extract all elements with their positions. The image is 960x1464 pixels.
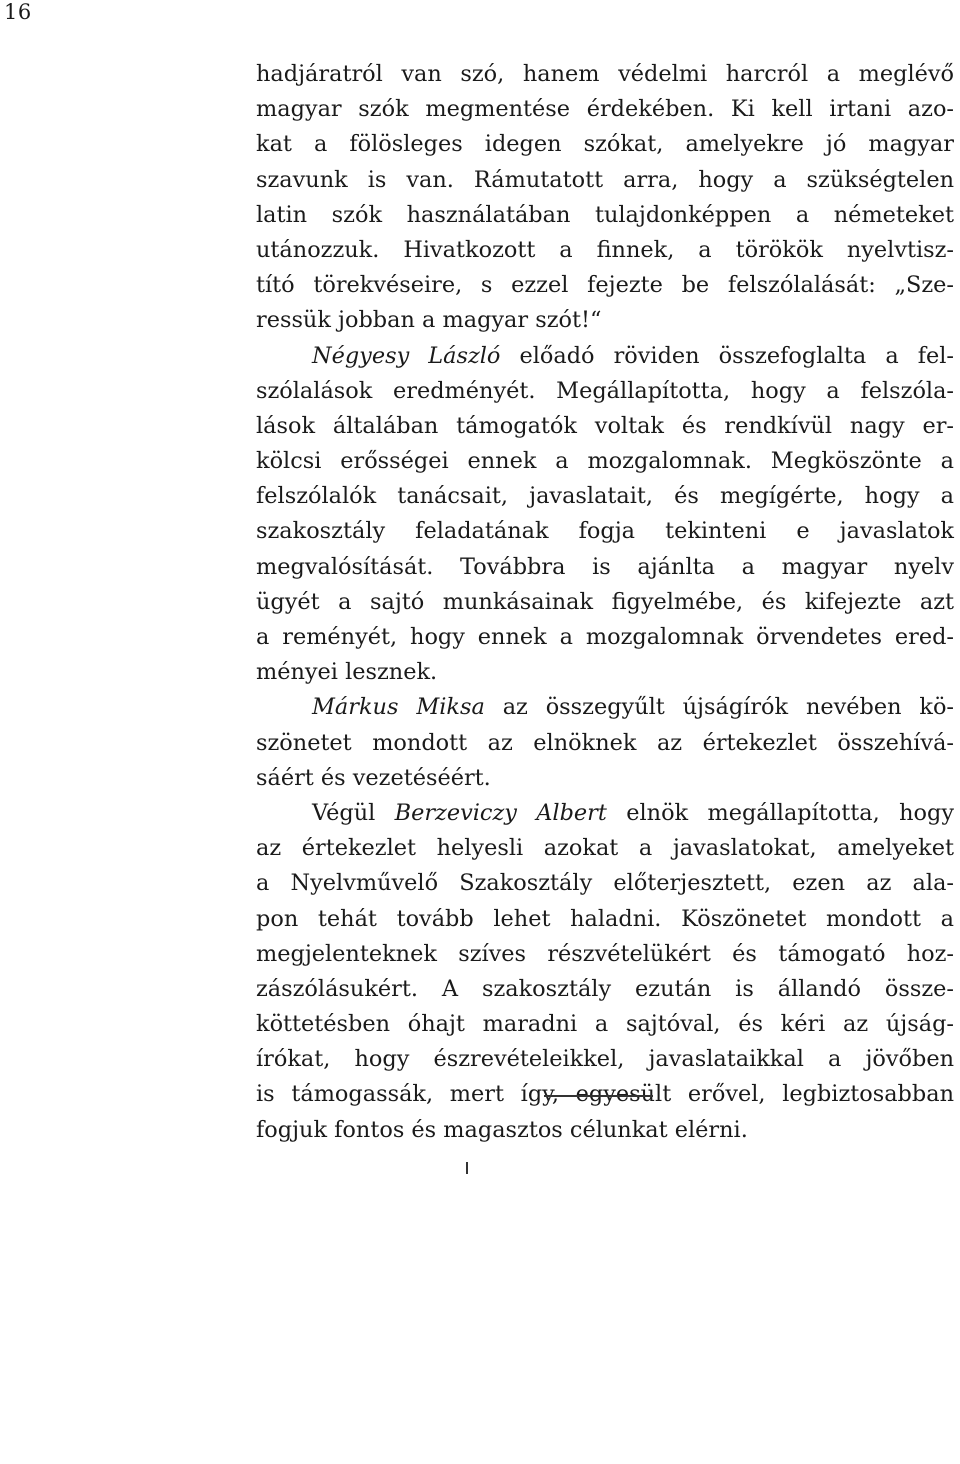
text-line: utánozzuk. Hivatkozott a finnek, a törökök nyelvtisz- bbox=[256, 236, 954, 263]
print-speck bbox=[466, 1162, 468, 1174]
text-line: ressük jobban a magyar szót!“ bbox=[256, 307, 602, 334]
text-line: pon tehát tovább lehet haladni. Köszönetet mondott a bbox=[256, 905, 954, 932]
text-line: tító törekvéseire, s ezzel fejezte be felszólalását: „Sze- bbox=[256, 272, 954, 299]
text-line: írókat, hogy észrevételeikkel, javaslataikkal a jövőben bbox=[256, 1046, 954, 1073]
person-name: Berzeviczy Albert bbox=[394, 799, 607, 826]
text-line: a reményét, hogy ennek a mozgalomnak örvendetes ered- bbox=[256, 624, 954, 650]
text-line: fogjuk fontos és magasztos célunkat elérni. bbox=[256, 1116, 748, 1143]
text-line: kölcsi erősségei ennek a mozgalomnak. Megköszönte a bbox=[256, 448, 954, 475]
text-line: szönetet mondott az elnöknek az értekezlet összehívá- bbox=[256, 729, 954, 756]
person-name: Márkus Miksa bbox=[312, 694, 485, 721]
body-text bbox=[256, 57, 954, 1148]
text-line bbox=[256, 339, 954, 374]
text-segment: az összegyűlt újságírók nevében kö- bbox=[484, 694, 954, 721]
text-line: megvalósítását. Továbbra is ajánlta a magyar nyelv bbox=[256, 553, 954, 580]
text-line bbox=[256, 796, 954, 831]
text-line: sáért és vezetéséért. bbox=[256, 764, 491, 791]
page-number: 16 bbox=[4, 0, 32, 24]
text-line: a Nyelvművelő Szakosztály előterjesztett, ezen az ala- bbox=[256, 870, 954, 897]
text-line: szakosztály feladatának fogja tekinteni e javaslatok bbox=[256, 518, 954, 545]
text-line: magyar szók megmentése érdekében. Ki kell irtani azo- bbox=[256, 96, 954, 123]
section-end-rule bbox=[544, 1095, 653, 1097]
text-line: szólalások eredményét. Megállapította, hogy a felszóla- bbox=[256, 377, 954, 404]
text-line: köttetésben óhajt maradni a sajtóval, és kéri az újság- bbox=[256, 1011, 954, 1038]
text-segment: előadó röviden összefoglalta a fel- bbox=[500, 342, 954, 369]
text-line: felszólalók tanácsait, javaslatait, és megígérte, hogy a bbox=[256, 483, 954, 510]
text-line: zászólásukért. A szakosztály ezután is állandó össze- bbox=[256, 975, 954, 1002]
text-line: is támogassák, mert így, egyesült erővel, legbiztosabban bbox=[256, 1081, 954, 1108]
text-segment: elnök megállapította, hogy bbox=[606, 799, 954, 826]
text-line: latin szók használatában tulajdonképpen a németeket bbox=[256, 201, 954, 228]
text-line: ményei lesznek. bbox=[256, 659, 438, 686]
text-segment: Végül bbox=[312, 799, 395, 826]
text-line: ügyét a sajtó munkásainak figyelmébe, és kifejezte azt bbox=[256, 588, 954, 615]
text-line: hadjáratról van szó, hanem védelmi harcról a meglévő bbox=[256, 61, 954, 87]
person-name: Négyesy László bbox=[312, 342, 501, 369]
text-line: az értekezlet helyesli azokat a javaslatokat, amelyeket bbox=[256, 835, 954, 862]
text-line bbox=[256, 690, 954, 725]
text-line: kat a fölösleges idegen szókat, amelyekre jó magyar bbox=[256, 131, 954, 158]
text-line: lások általában támogatók voltak és rendkívül nagy er- bbox=[256, 412, 954, 439]
text-line: szavunk is van. Rámutatott arra, hogy a szükségtelen bbox=[256, 166, 954, 193]
text-line: megjelenteknek szíves részvételükért és támogató hoz- bbox=[256, 940, 954, 967]
